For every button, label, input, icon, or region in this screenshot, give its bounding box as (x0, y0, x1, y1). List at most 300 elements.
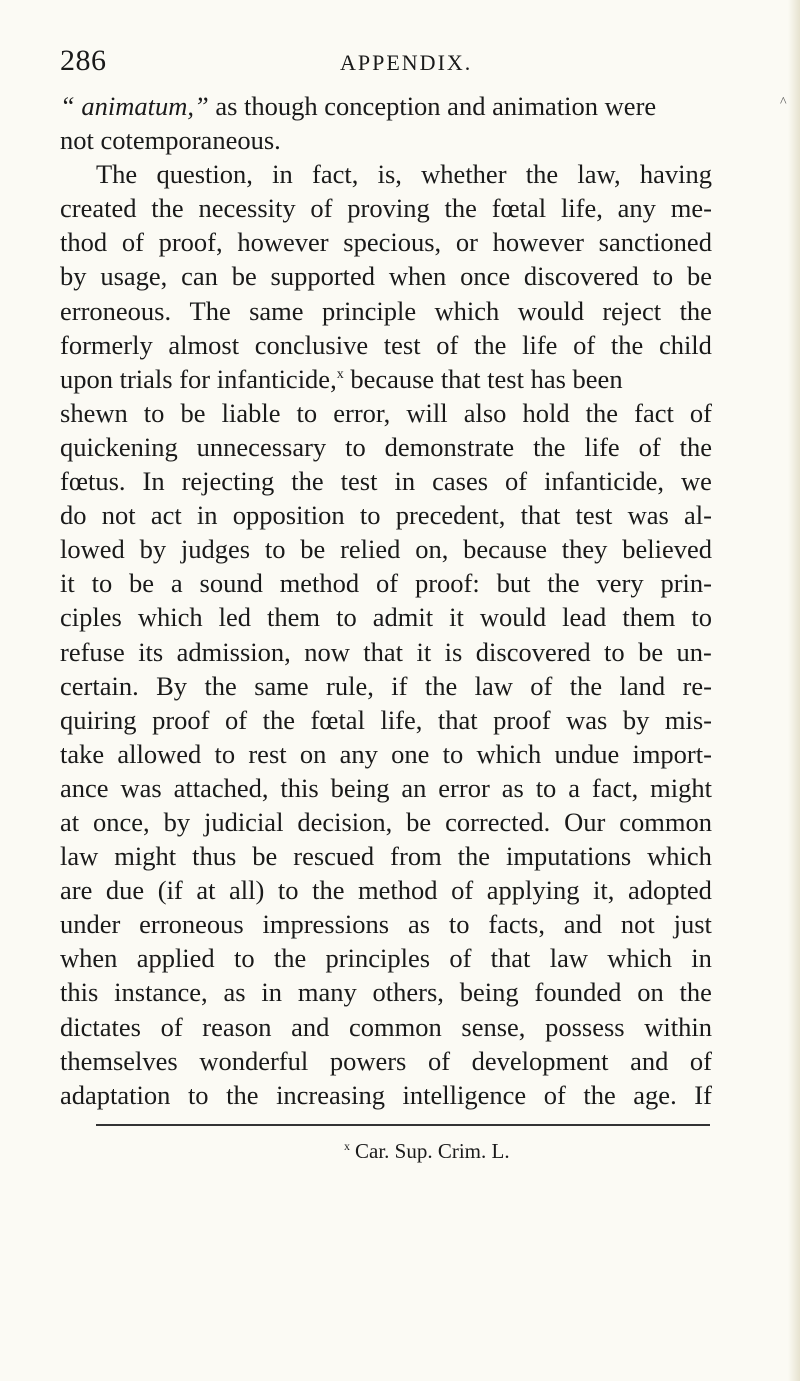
word: that (490, 943, 531, 974)
word: wonderful (199, 1045, 309, 1076)
word: al- (684, 500, 712, 531)
word: fœtus. (60, 466, 126, 497)
word: at (196, 875, 216, 906)
word: we (681, 466, 712, 497)
word: it, (593, 875, 615, 906)
word: If (694, 1079, 712, 1110)
body-text (60, 89, 712, 1112)
word: was (627, 500, 669, 531)
text-line (60, 191, 712, 225)
word: certain. (60, 670, 139, 701)
page-edge-shadow (788, 0, 800, 1381)
word: to (214, 738, 236, 769)
text-line (60, 532, 712, 566)
text-line (60, 430, 712, 464)
word: land (619, 670, 666, 701)
word: them (622, 602, 676, 633)
word: development (471, 1045, 609, 1076)
word: quickening (60, 431, 178, 462)
word: within (644, 1011, 712, 1042)
word: when (60, 943, 118, 974)
word: imputations (506, 841, 632, 872)
page-header (60, 44, 720, 84)
footnote (344, 1139, 510, 1164)
text-line (60, 839, 712, 873)
word: will (406, 397, 448, 428)
word: to (359, 500, 381, 531)
word: be (406, 806, 432, 837)
text-line (60, 1078, 712, 1112)
word: because (463, 534, 547, 565)
text-line (60, 737, 712, 771)
text-line (60, 975, 712, 1009)
word: proof (493, 704, 551, 735)
word: the (679, 431, 712, 462)
word: usage, (100, 261, 168, 292)
word: be (686, 261, 712, 292)
word: common (349, 1011, 442, 1042)
word: not (101, 500, 136, 531)
line-text-part: because that test has been (350, 363, 623, 394)
text-line (60, 362, 712, 396)
word: fact (634, 397, 674, 428)
word: in (394, 466, 416, 497)
word: the (547, 568, 580, 599)
word: be (638, 636, 664, 667)
word: this (60, 977, 99, 1008)
page-number: 286 (60, 44, 107, 77)
word: supported (270, 261, 376, 292)
text-line (60, 225, 712, 259)
word: be (252, 841, 278, 872)
word: being (459, 977, 519, 1008)
text-line (60, 771, 712, 805)
word: same (254, 670, 309, 701)
word: whether (421, 159, 507, 190)
word: method (279, 568, 360, 599)
footnote-rule (96, 1124, 710, 1126)
word: to (336, 602, 357, 633)
word: of (310, 193, 333, 224)
word: proof, (158, 227, 223, 258)
paragraph-start (60, 157, 712, 191)
word: lead (562, 602, 607, 633)
word: fact, (312, 159, 359, 190)
word: facts, (488, 909, 545, 940)
word: a (568, 772, 580, 803)
word: law, (577, 159, 621, 190)
word: being (330, 772, 390, 803)
word: however (492, 227, 584, 258)
word: the (151, 193, 184, 224)
word: of (530, 670, 553, 701)
word: led (218, 602, 252, 633)
word: do (60, 500, 87, 531)
word: relied (340, 534, 401, 565)
word: hold (522, 397, 570, 428)
word: which (434, 295, 500, 326)
word: of (225, 704, 248, 735)
word: the (569, 670, 603, 701)
word: life, (380, 704, 423, 735)
word: attached, (173, 772, 269, 803)
word: to (604, 636, 625, 667)
word: of (449, 943, 472, 974)
word: to (187, 1079, 209, 1110)
word: rule, (326, 670, 374, 701)
word: to (535, 772, 557, 803)
word: of (160, 1011, 183, 1042)
line-text-part: upon trials for infanticide, (60, 363, 337, 394)
word: almost (168, 329, 240, 360)
word: Our (564, 806, 606, 837)
word: be (231, 261, 257, 292)
latin-term: “ animatum,” (60, 91, 209, 121)
word: in (261, 977, 282, 1008)
word: allowed (117, 738, 202, 769)
word: might (650, 772, 712, 803)
word: life, (560, 193, 603, 224)
word: of (638, 431, 661, 462)
word: to (91, 568, 113, 599)
word: the (312, 875, 345, 906)
word: any (339, 738, 378, 769)
word: by (622, 704, 650, 735)
text-line (60, 328, 712, 362)
text-line (60, 635, 712, 669)
word: fact, (591, 772, 639, 803)
word: formerly (60, 329, 153, 360)
word: rejecting (181, 466, 275, 497)
word: quiring (60, 704, 137, 735)
word: me- (670, 193, 712, 224)
word: judicial (203, 806, 284, 837)
word: ciples (60, 602, 122, 633)
word: might (114, 841, 177, 872)
word: just (673, 909, 712, 940)
word: opposition (232, 500, 345, 531)
word: of (121, 227, 144, 258)
word: the (444, 193, 477, 224)
word: created (60, 193, 137, 224)
word: (if (157, 875, 183, 906)
word: in (272, 159, 293, 190)
text-line (60, 703, 712, 737)
word: can (181, 261, 218, 292)
text-line (60, 123, 712, 157)
word: them (267, 602, 321, 633)
word: The (96, 159, 138, 190)
word: decision, (297, 806, 393, 837)
word: law (60, 841, 99, 872)
word: all) (229, 875, 265, 906)
word: very (596, 568, 644, 599)
word: by (60, 261, 87, 292)
word: by (163, 806, 191, 837)
word: act (150, 500, 182, 531)
word: to (277, 875, 299, 906)
word: others, (372, 977, 444, 1008)
word: its (138, 636, 164, 667)
word: it (60, 568, 75, 599)
word: the (291, 466, 324, 497)
footnote-marker: x (344, 1139, 350, 1153)
word: thus (192, 841, 237, 872)
word: that (437, 704, 478, 735)
word: principle (321, 295, 417, 326)
word: error (438, 772, 490, 803)
text-line (60, 566, 712, 600)
word: instance, (114, 977, 208, 1008)
word: law (549, 943, 588, 974)
word: that (363, 636, 404, 667)
word: the (679, 295, 712, 326)
word: by (139, 534, 167, 565)
word: the (583, 1079, 616, 1110)
word: life (522, 329, 558, 360)
word: proof (152, 704, 210, 735)
word: lowed (60, 534, 125, 565)
word: founded (534, 977, 622, 1008)
word: due (105, 875, 145, 906)
word: a (170, 568, 183, 599)
text-line (60, 1044, 712, 1078)
word: the (457, 841, 491, 872)
word: import- (632, 738, 712, 769)
line-text: not cotemporaneous. (60, 125, 281, 156)
word: and (291, 1011, 330, 1042)
word: the (204, 670, 237, 701)
word: unnecessary (196, 431, 327, 462)
text-line (60, 294, 712, 328)
word: to (345, 431, 366, 462)
word: and (630, 1045, 669, 1076)
word: undue (554, 738, 620, 769)
word: infanticide, (544, 466, 665, 497)
word: specious, (343, 227, 442, 258)
word: proof: (414, 568, 480, 599)
footnote-reference: x (336, 366, 344, 382)
word: fœtal (310, 704, 365, 735)
word: question, (156, 159, 253, 190)
word: in (691, 943, 712, 974)
word: as (501, 772, 524, 803)
text-line (60, 805, 712, 839)
word: to (448, 909, 470, 940)
word: believed (622, 534, 712, 565)
word: un- (676, 636, 712, 667)
word: to (264, 534, 286, 565)
word: ance (60, 772, 109, 803)
word: themselves (60, 1045, 178, 1076)
word: once, (93, 806, 150, 837)
word: impressions (262, 909, 390, 940)
word: also (463, 397, 507, 428)
word: be (300, 534, 326, 565)
word: method (358, 875, 438, 906)
word: as (407, 909, 431, 940)
word: on (637, 977, 664, 1008)
word: which (647, 841, 712, 872)
line-text (60, 362, 623, 396)
word: of (689, 397, 712, 428)
word: liable (221, 397, 281, 428)
word: mis- (664, 704, 712, 735)
word: of (451, 875, 474, 906)
word: rest (248, 738, 287, 769)
word: to (691, 602, 712, 633)
word: sound (199, 568, 263, 599)
word: By (156, 670, 188, 701)
word: of (436, 329, 459, 360)
word: is, (377, 159, 402, 190)
word: reason (202, 1011, 272, 1042)
word: one (391, 738, 430, 769)
word: principles (325, 943, 431, 974)
word: was (120, 772, 162, 803)
word: the (585, 397, 619, 428)
word: adaptation (60, 1079, 171, 1110)
word: the (679, 977, 712, 1008)
word: to (143, 397, 165, 428)
word: In (142, 466, 165, 497)
word: applying (486, 875, 580, 906)
word: conclusive (254, 329, 369, 360)
word: on (299, 738, 327, 769)
word: prin- (660, 568, 712, 599)
word: they (561, 534, 608, 565)
word: discovered (475, 636, 591, 667)
word: from (390, 841, 442, 872)
word: the (262, 704, 295, 735)
word: powers (329, 1045, 407, 1076)
word: re- (682, 670, 712, 701)
word: and (563, 909, 603, 940)
word: the (533, 431, 566, 462)
word: under (60, 909, 121, 940)
word: the (610, 329, 644, 360)
word: at (60, 806, 80, 837)
text-line (60, 259, 712, 293)
word: take (60, 738, 105, 769)
word: which (607, 943, 673, 974)
word: discovered (523, 261, 639, 292)
word: The (189, 295, 231, 326)
word: when (388, 261, 447, 292)
word: rescued (293, 841, 375, 872)
word: on, (415, 534, 449, 565)
word: is (444, 636, 463, 667)
word: proving (347, 193, 430, 224)
word: dictates (60, 1011, 141, 1042)
text-line (60, 464, 712, 498)
word: error, (333, 397, 391, 428)
word: cases (432, 466, 489, 497)
word: thod (60, 227, 108, 258)
word: many (297, 977, 357, 1008)
word: shewn (60, 397, 128, 428)
word: age. (633, 1079, 677, 1110)
word: having (639, 159, 712, 190)
word: the (474, 329, 507, 360)
word: once (460, 261, 511, 292)
word: of (543, 1079, 566, 1110)
word: common (619, 806, 712, 837)
word: reject (602, 295, 662, 326)
word: of (376, 568, 399, 599)
word: it (416, 636, 432, 667)
text-line (60, 396, 712, 430)
word: it (449, 602, 464, 633)
word: of (689, 1045, 712, 1076)
word: which (137, 602, 203, 633)
word: the (226, 1079, 259, 1110)
word: adopted (627, 875, 712, 906)
word: any (617, 193, 656, 224)
word: in (196, 500, 218, 531)
word: or (455, 227, 478, 258)
word: the (273, 943, 307, 974)
word: are (60, 875, 93, 906)
word: child (658, 329, 712, 360)
text-line (60, 1010, 712, 1044)
word: increasing (276, 1079, 385, 1110)
word: of (505, 466, 528, 497)
word: judges (180, 534, 251, 565)
word: if (391, 670, 408, 701)
text-line (60, 89, 712, 123)
word: corrected. (445, 806, 551, 837)
text-line (60, 941, 712, 975)
word: of (427, 1045, 451, 1076)
word: be (180, 397, 206, 428)
word: necessity (198, 193, 296, 224)
word: test (340, 466, 378, 497)
word: fœtal (491, 193, 547, 224)
word: intelligence (402, 1079, 527, 1110)
word: test (383, 329, 421, 360)
word: that (520, 500, 561, 531)
word: as (223, 977, 246, 1008)
word: precedent, (395, 500, 506, 531)
word: this (280, 772, 319, 803)
word: which (476, 738, 542, 769)
word: sense, (461, 1011, 526, 1042)
footnote-text: Car. Sup. Crim. L. (355, 1139, 510, 1163)
word: to (233, 943, 255, 974)
word: applied (136, 943, 215, 974)
word: of (573, 329, 596, 360)
word: demonstrate (384, 431, 515, 462)
text-line (60, 907, 712, 941)
word: an (401, 772, 427, 803)
word: test (575, 500, 613, 531)
word: the (525, 159, 559, 190)
word: be (129, 568, 155, 599)
word: however (237, 227, 329, 258)
text-line (60, 498, 712, 532)
line-text: as though conception and animation were (215, 91, 657, 121)
word: law (474, 670, 513, 701)
word: same (249, 295, 304, 326)
text-line (60, 873, 712, 907)
word: to (652, 261, 674, 292)
text-line (60, 600, 712, 634)
word: to (442, 738, 464, 769)
word: would (517, 295, 584, 326)
word: not (620, 909, 655, 940)
word: sanctioned (598, 227, 712, 258)
